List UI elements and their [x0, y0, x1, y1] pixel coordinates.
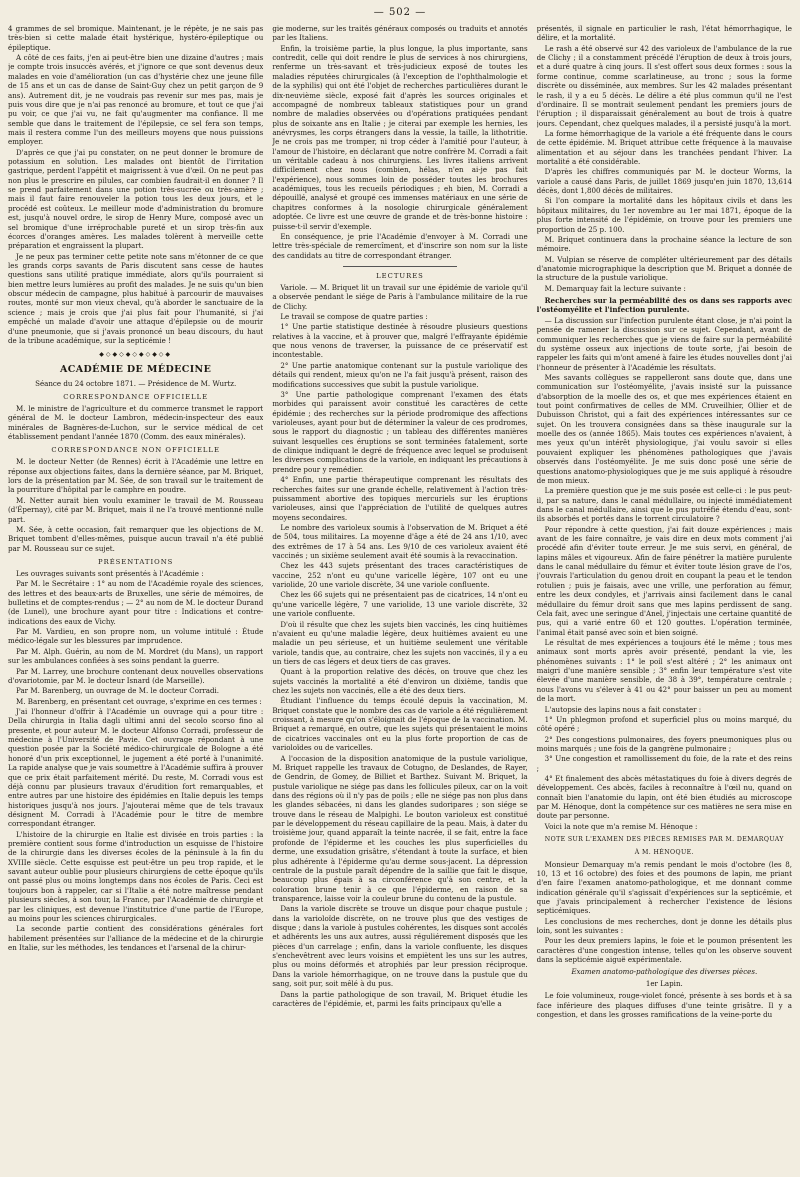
heading-non-official: CORRESPONDANCE NON OFFICIELLE: [51, 446, 220, 455]
paragraph: J'ai l'honneur d'offrir à l'Académie un ouvrage qui a pour titre : Della chirurgia in Italia dagli ultimi anni del secolo scorso fino al presente, et pour auteur M. le docteur Alfonso Corradi, professeur de médecine à l'Université de Pavie. Cet ouvrage répondant à une question posée par la Société médico-chirurgicale de Bologne a été honoré d'un prix exceptionnel, le jugement a été porté à l'unanimité. La rapide analyse que je vais soumettre à l'Académie suffira à prouver que ce prix était parfaitement mérité. Du reste, M. Corradi vous est déjà connu par plusieurs travaux d'érudition fort remarquables, et entre autres par une histoire des épidémies en Italie depuis les temps historiques jusqu'à nos jours. J'ajouterai même que de tels travaux désignent M. Corradi à l'Académie pour le titre de membre correspondant étranger.: [8, 706, 264, 829]
paragraph: 4° Enfin, une partie thérapeutique comprenant les résultats des recherches faites sur une grande échelle, relativement à l'action très-puissamment abortive des topiques mercuriels sur les éruptions varioleuses, ainsi que l'appréciation de l'utilité de quelques autres moyens secondaires.: [272, 475, 528, 522]
page-number: — 502 —: [373, 7, 427, 18]
paragraph: Le foie volumineux, rouge-violet foncé, présente à ses bords et à sa face inférieure des plaques diffuses d'une teinte grisâtre. Il y a congestion, et dans les grosses ramifications de la veine-porte du: [536, 991, 792, 1019]
paragraph: Par M. Larrey, une brochure contenant deux nouvelles observations d'ovariotomie, par M. le docteur Isnard (de Marseille).: [8, 666, 264, 685]
paragraph: 3° Une congestion et ramollissement du foie, de la rate et des reins ;: [536, 754, 792, 773]
paragraph: 1° Une partie statistique destinée à résoudre plusieurs questions relatives à la vaccine, et à prouver que, malgré l'effrayante épidémie que nous venons de traverser, la puissance de ce préservatif est incontestable.: [272, 322, 528, 360]
heading-note: NOTE SUR L'EXAMEN DES PIÈCES REMISES PAR M. DEMARQUAY: [544, 836, 784, 844]
paragraph: M. le ministre de l'agriculture et du commerce transmet le rapport général de M. le docteur Lambron, médecin-inspecteur des eaux minérales de Bagnères-de-Luchon, sur le service médical de cet établissement pendant l'année 1870 (Comm. des eaux minérales).: [8, 403, 264, 442]
paragraph: Par M. le Secrétaire : 1° au nom de l'Académie royale des sciences, des lettres et des beaux-arts de Bruxelles, une série de mémoires, de bulletins et de comptes-rendus ; — 2° au nom de M. le docteur Durand (de Lunel), une brochure ayant pour titre : Indications et contre-indications des eaux de Vichy.: [8, 579, 264, 626]
paragraph: Je ne peux pas terminer cette petite note sans m'étonner de ce que les grands corps savants de Paris discutent sans cesse de hautes questions sans utilité pratique immédiate, alors qu'ils pourraient si bien mettre leurs lumières au profit des malades. Je ne suis qu'un bien obscur médecin de campagne, plus habitué à parcourir de mauvaises routes, monté sur mon vieux cheval, qu'à aborder le sanctuaire de la science ; mais je crois que j'ai plus fait pour l'humanité, si j'ai empêché un malade d'avoir une attaque d'épilepsie ou de mourir d'une pneumonie, que si j'avais prononcé un beau discours, du haut de la tribune académique, sur la septicémie !: [8, 251, 264, 345]
paragraph: Dans la partie pathologique de son travail, M. Briquet étudie les caractères de l'épidémie, et, parmi les faits principaux qu'elle a: [272, 989, 528, 1008]
paragraph: Pour répondre à cette question, j'ai fait douze expériences ; mais avant de les faire connaître, je vais dire en deux mots comment j'ai procédé afin d'éviter toute erreur. Je me suis servi, en général, de lapins mâles et vigoureux. Afin de faire pénétrer la matière purulente dans le canal médullaire du fémur et éviter toute lésion grave de l'os, j'ouvrais l'articulation du genou droit en coupant la peau et le tendon rotulien ; puis je faisais, avec une vrille, une perforation au fémur, entre les deux condyles, et j'arrivais ainsi facilement dans le canal médullaire du fémur droit sans que mes lapins perdissent de sang. Cela fait, avec une seringue d'Anel, j'injectais une certaine quantité de pus, qui a varié entre 60 et 120 gouttes. L'opération terminée, l'animal était pansé avec soin et bien soigné.: [536, 524, 792, 637]
paragraph: M. Demarquay fait la lecture suivante :: [544, 283, 686, 293]
paragraph: Si l'on compare la mortalité dans les hôpitaux civils et dans les hôpitaux militaires, du 1er novembre au 1er mai 1871, époque de la plus forte intensité de l'épidémie, on trouve pour les premiers une proportion de 25 p. 100.: [536, 196, 792, 234]
paragraph: 2° Des congestions pulmonaires, des foyers pneumoniques plus ou moins marqués ; une fois de la gangrène pulmonaire ;: [536, 734, 792, 753]
paragraph: M. Sée, à cette occasion, fait remarquer que les objections de M. Briquet tombent d'elles-mêmes, puisque aucun travail n'a été publié par M. Rousseau sur ce sujet.: [8, 524, 264, 553]
paragraph: La première question que je me suis posée est celle-ci : le pus peut-il, par sa nature, dans le canal médullaire, ou injecté immédiatement dans le canal médullaire, ainsi que le pus putréfié étendu d'eau, sont-ils absorbés et portés dans le torrent circulatoire ?: [536, 486, 792, 524]
paragraph: Le nombre des varioleux soumis à l'observation de M. Briquet a été de 504, tous militaires. La moyenne d'âge a été de 24 ans 1/10, avec des extrêmes de 17 à 54 ans. Les 9/10 de ces varioleux avaient été vaccinés ; un sixième seulement avait été soumis à la revaccination.: [272, 522, 528, 561]
heading-lapin: 1er Lapin.: [645, 978, 683, 988]
paragraph: Le résultat de mes expériences a toujours été le même ; tous mes animaux sont morts après avoir présenté, pendant la vie, les phénomènes suivants : 1° le poil s'est altéré ; 2° les animaux ont maigri d'une manière sensible ; 3° enfin leur température s'est vite élevée d'une manière sensible, de 38 à 39°, température centrale ; nous l'avons vu s'élever à 41 ou 42° pour baisser un peu au moment de la mort.: [536, 638, 792, 704]
paragraph: M. Netter aurait bien voulu examiner le travail de M. Rousseau (d'Épernay), cité par M. Briquet, mais il ne l'a trouvé mentionné nulle part.: [8, 495, 264, 524]
paragraph: Par M. Barenberg, un ouvrage de M. le docteur Corradi.: [16, 686, 220, 696]
paragraph: D'après ce que j'ai pu constater, on ne peut donner le bromure de potassium en solution. Les malades ont bientôt de l'irritation gastrique, perdent l'appétit et maigrissent à vue d'œil. On ne peut pas non plus le prescrire en pilules, car combien faudrait-il en donner ? Il se prend parfaitement dans une potion très-sucrée ou très-amère ; mais il faut faire renouveler la potion tous les deux jours, et le procédé est coûteux. Le meilleur mode d'administration du bromure est, jusqu'à nouvel ordre, le sirop de Henry Mure, composé avec un sel bromique d'une irréprochable pureté et un sirop très-fin aux écorces d'oranges amères. Les malades tolèrent à merveille cette préparation et engraissent la plupart.: [8, 147, 264, 251]
paragraph: En conséquence, je prie l'Académie d'envoyer à M. Corradi une lettre très-spéciale de remercîment, et d'inscrire son nom sur la liste des candidats au titre de correspondant étranger.: [272, 231, 528, 260]
paragraph: Pour les deux premiers lapins, le foie et le poumon présentent les caractères d'une congestion intense, telles qu'on les observe souvent dans la septicémie aiguë expérimentale.: [536, 936, 792, 965]
paragraph: Les conclusions de mes recherches, dont je donne les détails plus loin, sont les suivantes :: [536, 916, 792, 936]
paragraph: D'après les chiffres communiqués par M. le docteur Worms, la variole a causé dans Paris, de juillet 1869 jusqu'en juin 1870, 13,614 décès, dont 1,800 décès de militaires.: [536, 167, 792, 196]
paragraph: 3° Une partie pathologique comprenant l'examen des états morbides qui paraissent avoir constitué les caractères de cette épidémie ; des recherches sur la période prodromique des affections varioleuses, ayant pour but de déterminer la valeur de ces prodromes, sous le rapport du diagnostic ; un tableau des différentes manières suivant lesquelles ces éruptions se sont terminées fatalement, sorte de clinique indiquant le degré de fréquence avec lequel se produisent les diverses complications de la variole, en indiquant les précautions à prendre pour y remédier.: [272, 389, 528, 474]
paragraph: M. le docteur Netter (de Rennes) écrit à l'Académie une lettre en réponse aux objections faites, dans la dernière séance, par M. Briquet, lors de la présentation par M. Sée, de son travail sur le traitement de la pourriture d'hôpital par le camphre en poudre.: [8, 457, 264, 495]
paragraph: Étudiant l'influence du temps écoulé depuis la vaccination, M. Briquet constate que le nombre des cas de variole a été régulièrement croissant, à mesure qu'on s'éloignait de l'époque de la vaccination. M. Briquet a remarqué, en outre, que les sujets qui présentaient le moins de cicatrices vaccinales ont eu la plus forte proportion de cas de varioloïdes ou de varicelles.: [272, 696, 528, 753]
paragraph: Variole. — M. Briquet lit un travail sur une épidémie de variole qu'il a observée pendant le siége de Paris à l'ambulance militaire de la rue de Clichy.: [272, 282, 528, 311]
paragraph: La forme hémorrhagique de la variole a été fréquente dans le cours de cette épidémie. M. Briquet attribue cette fréquence à la mauvaise alimentation et au séjour dans les tranchées pendant l'hiver. La mortalité a été considérable.: [536, 128, 792, 167]
heading-exam: Examen anatomo-pathologique des diverses pièces.: [571, 966, 758, 976]
paragraph: Par M. Vardieu, en son propre nom, un volume intitulé : Étude médico-légale sur les blessures par imprudence.: [8, 627, 264, 646]
paragraph: Dans la variole discrète se trouve un disque pour chaque pustule ; dans la varioloïde discrète, on ne trouve plus que des vestiges de disque ; dans la variole à pustules cohérentes, les disques sont accolés et adhérents les uns aux autres, aussi réguliérement disposés que les pièces d'un carrelage ; enfin, dans la variole confluente, les disques s'enchevêtrent avec leurs voisins et empiètent les uns sur les autres, plus ou moins déformés et atrophiés par leur pression réciproque. Dans la variole hémorrhagique, on ne trouve dans la pustule que du sang, soit pur, soit mêlé à du pus.: [272, 904, 528, 989]
paragraph: — La discussion sur l'infection purulente étant close, je n'ai point la pensée de ramener la discussion sur ce sujet. Cependant, avant de communiquer les recherches que je viens de faire sur la perméabilité du système osseux aux injections de toute sorte, j'ai besoin de rappeler les faits qui m'ont amené à faire les études nouvelles dont j'ai l'honneur de présenter à l'Académie les résultats.: [536, 315, 792, 372]
section-title-academy: ACADÉMIE DE MÉDECINE: [60, 364, 212, 376]
paragraph: Le rash a été observé sur 42 des varioleux de l'ambulance de la rue de Clichy ; il a constamment précédé l'éruption de deux à trois jours, et a duré quatre à cinq jours. Il s'est offert sous deux formes : sous la forme continue, comme scarlatineuse, au tronc ; sous la forme discrète ou disséminée, aux membres. Sur les 42 malades présentant le rash, il y a eu 5 décès. Le délire a été plus commun qu'il ne l'est d'ordinaire. Il se montrait seulement pendant les premiers jours de l'éruption ; il disparaissait généralement au bout de trois à quatre jours. Cependant, chez quelques malades, il a persisté jusqu'à la mort.: [536, 43, 792, 128]
paragraph: Mes savants collègues se rappelleront sans doute que, dans une communication sur l'ostéomyélite, j'avais insisté sur la puissance d'absorption de la moelle des os, et que mes expériences étaient en tout point confirmatives de celles de MM. Cruveilhier, Ollier et de Dubuisson Christot, qui a fait des expériences intéressantes sur ce sujet. On les trouvera consignées dans sa thèse inaugurale sur la moelle des os (année 1865). Mais toutes ces expériences n'avaient, à mes yeux qu'un intérêt physiologique, j'ai voulu savoir si elles pouvaient expliquer les phénomènes pathologiques que j'avais observés dans l'ostéomyélite. Je me suis donc posé une série de questions anatomo-physiologiques que je me suis appliqué à résoudre de mon mieux.: [536, 372, 792, 485]
heading-lectures: LECTURES: [376, 271, 424, 280]
heading-note-recipient: À M. HÉNOQUE.: [634, 849, 694, 857]
paragraph: gie moderne, sur les traités généraux composés ou traduits et annotés par les Italiens.: [272, 24, 528, 43]
paragraph: Chez les 443 sujets présentant des traces caractéristiques de vaccine, 252 n'ont eu qu'une varicelle légère, 107 ont eu une variolide, 20 une variole discrète, 34 une variole confluente.: [272, 561, 528, 590]
paragraph: 4 grammes de sel bromique. Maintenant, je le répète, je ne sais pas très-bien si cette malade était hystérique, hystéro-épileptique ou épileptique.: [8, 24, 264, 52]
paragraph: M. Briquet continuera dans la prochaine séance la lecture de son mémoire.: [536, 234, 792, 254]
column-1: [8, 24, 263, 1174]
paragraph: A côté de ces faits, j'en ai peut-être bien une dizaine d'autres ; mais je compte trois insuccès avérés, et j'ignore ce que sont devenus deux malades en voie d'amélioration (un cas d'hystérie chez une jeune fille de 15 ans et un cas de danse de Saint-Guy chez un petit garçon de 9 ans). Autrement dit, je ne voudrais pas revenir sur mes pas, mais je puis vous dire que je n'ai pas renoncé au bromure, et tout ce que j'ai pu voir, ce que j'ai vu, ne fait qu'augmenter ma confiance. Il me semble que dans le traitement de l'épilepsie, ce sel fera son temps, mais il restera comme l'un des meilleurs moyens que nous puissions employer.: [8, 53, 264, 147]
paragraph: Les ouvrages suivants sont présentés à l'Académie :: [16, 568, 204, 578]
paragraph: 1° Un phlegmon profond et superficiel plus ou moins marqué, du côté opéré ;: [536, 714, 792, 734]
heading-official: CORRESPONDANCE OFFICIELLE: [63, 393, 209, 402]
paragraph: M. Vulpian se réserve de compléter ultérieurement par des détails d'anatomie micrographique la description que M. Briquet a donnée de la structure de la pustule variolique.: [536, 254, 792, 283]
column-3: [537, 24, 792, 1174]
paragraph: M. Barenberg, en présentant cet ouvrage, s'exprime en ces termes :: [16, 696, 262, 706]
paragraph: Monsieur Demarquay m'a remis pendant le mois d'octobre (les 8, 10, 13 et 16 octobre) des foies et des poumons de lapin, me priant d'en faire l'examen anatomo-pathologique, et me donnant comme indication générale qu'il s'agissait d'expériences sur la septicémie, et que j'avais principalement à rechercher l'existence de lésions septicémiques.: [536, 859, 792, 916]
paragraph: Voici la note que m'a remise M. Hénoque :: [544, 821, 698, 831]
heading-research: Recherches sur la perméabilité des os dans ses rapports avec l'ostéomyélite et l'infection purulente.: [536, 296, 792, 315]
divider: [343, 266, 458, 267]
paragraph: A l'occasion de la disposition anatomique de la pustule variolique, M. Briquet rappelle les travaux de Cotugno, de Deslandes, de Rayer, de Gendrin, de Gomey, de Billiet et Barthez. Suivant M. Briquet, la pustule variolique ne siége pas dans les follicules pileux, car on la voit dans des régions où il n'y pas de poils ; elle ne siége pas non plus dans les glandes sébacées, ni dans les glandes sudoripares ; son siége se trouve dans le réseau de Malpighi. Le bouton varioleux est constitué par le développement du réseau capillaire de la peau. Mais, à dater du troisième jour, quand apparaît la teinte nacrée, il se fait, entre la face profonde de l'épiderme et les couches les plus superficielles du derme, une exsudation grisâtre, s'étendant à toute la surface, et bien plus adhérente à l'épiderme qu'au derme sous-jacent. La dépression centrale de la pustule paraît dépendre de la saillie que fait le disque, beaucoup plus épais à sa circonférence qu'à son centre, et la coloration brune tenir à ce que l'épiderme, en raison de sa transparence, laisse voir la couleur brune du contenu de la pustule.: [272, 753, 528, 903]
section-ornament: ◆◇◆◇◆◇◆◇◆◇◆: [99, 351, 173, 359]
paragraph: Le travail se compose de quatre parties :: [280, 312, 428, 322]
paragraph: L'autopsie des lapins nous a fait constater :: [544, 704, 702, 714]
paragraph: Chez les 66 sujets qui ne présentaient pas de cicatrices, 14 n'ont eu qu'une varicelle légère, 7 une variolide, 13 une variole discrète, 32 une variole confluente.: [272, 590, 528, 619]
paragraph: L'histoire de la chirurgie en Italie est divisée en trois parties : la première contient sous forme d'introduction un esquisse de l'histoire de la chirurgie dans les diverses écoles de la péninsule à la fin du XVIIIe siècle. Cette esquisse est peut-être un peu trop rapide, et le savant auteur oublie pour plusieurs chirurgiens de cette époque qu'ils ont passé plus ou moins longtemps dans nos écoles de Paris. Ceci est toujours bon à rappeler, car si l'Italie a été notre maîtresse pendant plusieurs siècles, à son tour, la France, par l'Académie de chirurgie et par les cliniques, est devenue l'institutrice d'une partie de l'Europe, au moins pour les sciences chirurgicales.: [8, 829, 264, 923]
paragraph: 4° Et finalement des abcès métastatiques du foie à divers degrés de développement. Ces abcès, faciles à reconnaître à l'œil nu, quand on connaît bien l'anatomie du lapin, ont été bien étudiés au microscope par M. Hénoque, dont la compétence sur ces matières ne sera mise en doute par personne.: [536, 774, 792, 821]
column-2: [272, 24, 527, 1174]
session-line: Séance du 24 octobre 1871. — Présidence de M. Wurtz.: [35, 378, 237, 388]
paragraph: présentés, il signale en particulier le rash, l'état hémorrhagique, le délire, et la mortalité.: [536, 24, 792, 43]
paragraph: 2° Une partie anatomique contenant sur la pustule variolique des détails qui rendent, mieux qu'on ne l'a fait jusqu'à présent, raison des modifications successives que subit la pustule variolique.: [272, 360, 528, 389]
paragraph: La seconde partie contient des considérations générales fort habilement présentées sur l'alliance de la médecine et de la chirurgie en Italie, sur les méthodes, les tendances et l'arsenal de la chirur-: [8, 924, 264, 952]
paragraph: Quant à la proportion relative des décès, on trouve que chez les sujets vaccinés la mortalité a été d'environ un dixième, tandis que chez les sujets non vaccinés, elle a été des deux tiers.: [272, 667, 528, 696]
paragraph: Enfin, la troisième partie, la plus longue, la plus importante, sans contredit, celle qui doit rendre le plus de services à nos chirurgiens, renferme un très-savant et très-judicieux exposé de toutes les maladies réputées chirurgicales (à l'exception de l'ophthalmologie et de la syphilis) qui ont été l'objet de recherches particulières durant le dix-neuvième siècle, exposé fait d'après les sources originales et accompagné de nombreux tableaux statistiques pour un grand nombre de maladies observées ou d'opérations pratiquées pendant plus de soixante ans en Italie ; je citerai par exemple les hernies, les anévrysmes, les corps étrangers dans la vessie, la taille, la lithotritie. Je ne crois pas me tromper, ni trop céder à l'amitié pour l'auteur, à l'amour de l'histoire, en déclarant que notre confrère M. Corradi a fait un véritable cadeau à nos chirurgiens. Les livres italiens arrivent difficilement chez nous (combien, hélas, n'en ai-je pas fait l'expérience), nous sommes loin de posséder toutes les brochures académiques, tous les recueils périodiques ; eh bien, M. Corradi a dépouillé, analysé et groupé ces immenses matériaux en une série de chapitres conformes à la nosologie chirurgicale généralement adoptée. Ce livre est une œuvre de grande et de très-bonne histoire : puisse-t-il servir d'exemple.: [272, 43, 528, 231]
heading-presentations: PRÉSENTATIONS: [98, 557, 174, 566]
paragraph: Par M. Alph. Guérin, au nom de M. Mordret (du Mans), un rapport sur les ambulances confiées à ses soins pendant la guerre.: [8, 646, 264, 666]
paragraph: D'où il résulte que chez les sujets bien vaccinés, les cinq huitièmes n'avaient eu qu'une maladie légère, deux huitièmes avaient eu une maladie un peu sérieuse, et un huitième seulement une véritable variole, tandis que, au contraire, chez les sujets non vaccinés, il y a eu un tiers de cas légers et deux tiers de cas graves.: [272, 619, 528, 666]
text-columns: [8, 24, 792, 1174]
